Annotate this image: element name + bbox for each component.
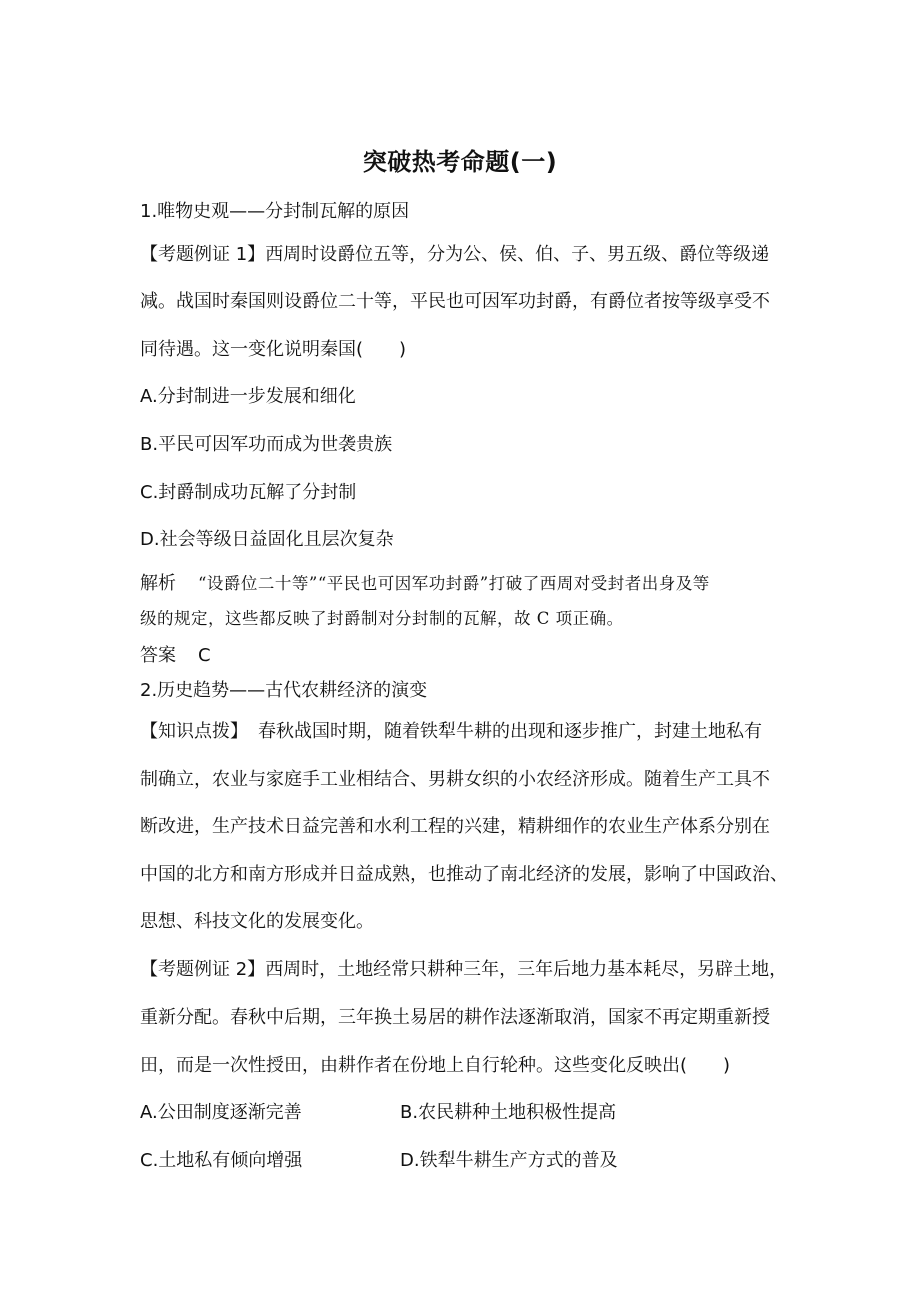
analysis-line-2: 级的规定，这些都反映了封爵制对分封制的瓦解，故 C 项正确。 bbox=[140, 609, 624, 628]
knowledge-line-2: 制确立，农业与家庭手工业相结合、男耕女织的小农经济形成。随着生产工具不 bbox=[140, 769, 770, 790]
example-1-option-a: A.分封制进一步发展和细化 bbox=[140, 386, 356, 407]
answer-label: 答案 bbox=[140, 645, 176, 666]
knowledge-line-1 bbox=[140, 720, 762, 744]
example-1-line-1 bbox=[140, 243, 769, 267]
section-2-heading: 2.历史趋势——古代农耕经济的演变 bbox=[140, 680, 428, 701]
example-1-line-3: 同待遇。这一变化说明秦国( ) bbox=[140, 339, 407, 360]
knowledge-tag: 【知识点拨】 bbox=[140, 721, 248, 742]
knowledge-line-3: 断改进，生产技术日益完善和水利工程的兴建，精耕细作的农业生产体系分别在 bbox=[140, 816, 770, 837]
example-2-option-d: D.铁犁牛耕生产方式的普及 bbox=[400, 1150, 618, 1171]
example-1-line-2: 减。战国时秦国则设爵位二十等，平民也可因军功封爵，有爵位者按等级享受不 bbox=[140, 291, 770, 312]
example-2-line-3: 田，而是一次性授田，由耕作者在份地上自行轮种。这些变化反映出( ) bbox=[140, 1055, 731, 1076]
example-2-tag: 【考题例证 2】 bbox=[140, 959, 266, 980]
analysis-line-1 bbox=[140, 572, 710, 596]
knowledge-line-4: 中国的北方和南方形成并日益成熟，也推动了南北经济的发展，影响了中国政治、 bbox=[140, 864, 788, 885]
section-1-heading: 1.唯物史观——分封制瓦解的原因 bbox=[140, 201, 410, 222]
example-1-option-b: B.平民可因军功而成为世袭贵族 bbox=[140, 434, 393, 455]
answer-value: C bbox=[198, 645, 211, 666]
example-1-option-c: C.封爵制成功瓦解了分封制 bbox=[140, 482, 357, 503]
analysis-label: 解析 bbox=[140, 573, 176, 594]
page-title: 突破热考命题(一) bbox=[362, 148, 558, 176]
knowledge-text-1: 春秋战国时期，随着铁犁牛耕的出现和逐步推广，封建土地私有 bbox=[258, 721, 762, 742]
analysis-text-1: “设爵位二十等”“平民也可因军功封爵”打破了西周对受封者出身及等 bbox=[198, 574, 710, 593]
example-2-option-c: C.土地私有倾向增强 bbox=[140, 1150, 303, 1171]
example-1-text-1: 西周时设爵位五等，分为公、侯、伯、子、男五级、爵位等级递 bbox=[265, 244, 770, 265]
example-2-option-a: A.公田制度逐渐完善 bbox=[140, 1102, 302, 1123]
knowledge-line-5: 思想、科技文化的发展变化。 bbox=[140, 911, 374, 932]
example-1-option-d: D.社会等级日益固化且层次复杂 bbox=[140, 529, 394, 550]
answer-line bbox=[140, 644, 211, 668]
example-2-option-b: B.农民耕种土地积极性提高 bbox=[400, 1102, 617, 1123]
example-2-line-1 bbox=[140, 958, 787, 982]
example-2-line-2: 重新分配。春秋中后期，三年换土易居的耕作法逐渐取消，国家不再定期重新授 bbox=[140, 1007, 770, 1028]
example-2-text-1: 西周时，土地经常只耕种三年，三年后地力基本耗尽，另辟土地， bbox=[265, 959, 788, 980]
example-1-tag: 【考题例证 1】 bbox=[140, 244, 266, 265]
